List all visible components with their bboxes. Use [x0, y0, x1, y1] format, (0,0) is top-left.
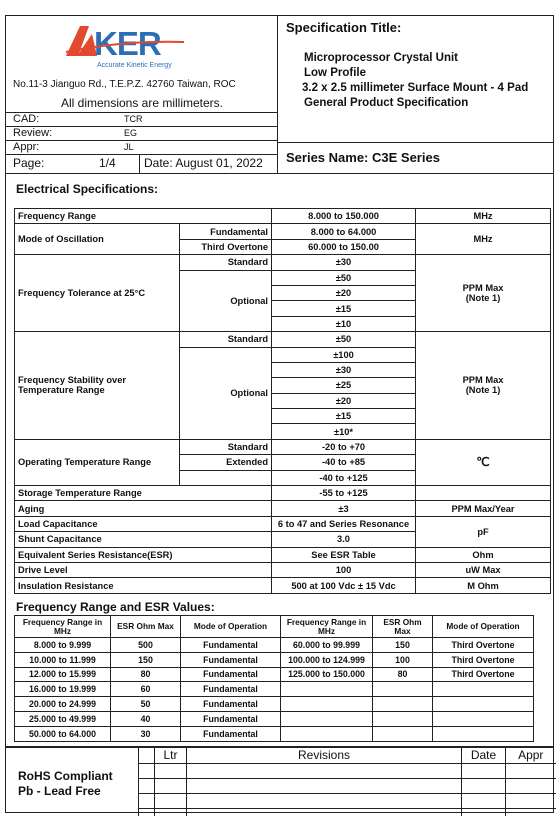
table-cell: Fundamental [181, 726, 281, 741]
table-cell [506, 793, 556, 808]
appr-row [6, 140, 278, 154]
spec-label: Storage Temperature Range [15, 486, 272, 501]
table-cell: 30 [111, 726, 181, 741]
table-cell [139, 808, 155, 816]
column-header: Revisions [187, 748, 462, 763]
table-cell [506, 778, 556, 793]
table-cell [462, 808, 506, 816]
spec-sublabel: Standard [180, 439, 272, 454]
spec-value: 100 [272, 562, 416, 577]
table-row [15, 638, 534, 653]
spec-value: -40 to +85 [272, 455, 416, 470]
table-row [15, 726, 534, 741]
spec-value: ±10* [272, 424, 416, 439]
spec-value: -55 to +125 [272, 486, 416, 501]
table-row [15, 255, 551, 270]
spec-label: Operating Temperature Range [15, 439, 180, 485]
table-row [15, 332, 551, 347]
table-cell: 80 [373, 667, 433, 682]
label-line: Frequency Stability over [18, 375, 126, 386]
spec-label: Equivalent Series Resistance(ESR) [15, 547, 272, 562]
spec-value: 8.000 to 150.000 [272, 209, 416, 224]
table-cell [155, 763, 187, 778]
table-cell: 60.000 to 99.999 [281, 638, 373, 653]
table-cell [155, 793, 187, 808]
label-line: Temperature Range [18, 385, 105, 396]
table-cell [155, 778, 187, 793]
spec-line: 3.2 x 2.5 millimeter Surface Mount - 4 Pad [302, 82, 529, 94]
table-cell: Fundamental [181, 667, 281, 682]
table-cell [281, 726, 373, 741]
table-row [15, 652, 534, 667]
company-address: No.11-3 Jianguo Rd., T.E.P.Z. 42760 Taiwan, ROC [13, 79, 236, 90]
table-cell: 50.000 to 64.000 [15, 726, 111, 741]
rohs-line: Pb - Lead Free [18, 784, 101, 798]
spec-sublabel: Fundamental [180, 224, 272, 239]
table-cell: 12.000 to 15.999 [15, 667, 111, 682]
spec-sublabel: Extended [180, 455, 272, 470]
table-cell: 10.000 to 11.999 [15, 652, 111, 667]
table-cell [187, 793, 462, 808]
table-cell [433, 697, 534, 712]
spec-label: Mode of Oscillation [15, 224, 180, 255]
spec-sheet [5, 15, 554, 813]
spec-value: ±50 [272, 270, 416, 285]
spec-sublabel-empty [180, 470, 272, 485]
table-row [15, 209, 551, 224]
table-cell [462, 778, 506, 793]
table-cell: 150 [111, 652, 181, 667]
spec-unit: MHz [416, 224, 551, 255]
column-header: ESR Ohm Max [373, 616, 433, 638]
spec-line: Low Profile [304, 67, 366, 79]
table-cell [373, 711, 433, 726]
spec-value: ±20 [272, 393, 416, 408]
series-box [278, 142, 553, 173]
dimensions-note: All dimensions are millimeters. [60, 96, 224, 110]
spec-title-label: Specification Title: [286, 20, 402, 35]
unit-text: PPM Max [462, 375, 504, 386]
aker-logo [64, 22, 204, 72]
table-cell [139, 778, 155, 793]
table-cell: Third Overtone [433, 638, 534, 653]
spec-value: 6 to 47 and Series Resonance [272, 516, 416, 531]
table-cell [187, 763, 462, 778]
page-row [6, 154, 278, 173]
column-header: Ltr [155, 748, 187, 763]
table-cell [155, 808, 187, 816]
spec-sublabel: Standard [180, 255, 272, 270]
svg-text:KER: KER [94, 25, 161, 62]
spec-unit: PPM Max/Year [416, 501, 551, 516]
table-cell [187, 778, 462, 793]
table-cell: 8.000 to 9.999 [15, 638, 111, 653]
table-cell [373, 682, 433, 697]
table-cell: 150 [373, 638, 433, 653]
series-name: Series Name: C3E Series [286, 150, 440, 165]
spec-sublabel: Optional [180, 347, 272, 439]
cad-value: TCR [124, 114, 143, 124]
table-cell [139, 748, 155, 763]
spec-line: General Product Specification [304, 97, 469, 109]
table-cell [187, 808, 462, 816]
column-header: Frequency Range in MHz [281, 616, 373, 638]
electrical-section-title: Electrical Specifications: [16, 182, 159, 196]
table-cell: 25.000 to 49.999 [15, 711, 111, 726]
spec-value: ±3 [272, 501, 416, 516]
header-right-block [278, 16, 553, 173]
spec-value: See ESR Table [272, 547, 416, 562]
spec-label: Shunt Capacitance [15, 532, 272, 547]
page-value: 1/4 [99, 156, 116, 170]
table-row [139, 778, 556, 793]
spec-value: ±30 [272, 255, 416, 270]
column-header: Mode of Operation [181, 616, 281, 638]
spec-label: Insulation Resistance [15, 578, 272, 593]
table-cell: Fundamental [181, 638, 281, 653]
spec-line: Microprocessor Crystal Unit [304, 52, 459, 64]
table-cell: 16.000 to 19.999 [15, 682, 111, 697]
spec-value: ±25 [272, 378, 416, 393]
spec-label: Frequency Range [15, 209, 272, 224]
note-text: (Note 1) [465, 293, 501, 304]
table-cell [433, 711, 534, 726]
spec-label [15, 332, 180, 440]
revisions-table [138, 748, 556, 816]
table-cell [139, 763, 155, 778]
spec-value: 8.000 to 64.000 [272, 224, 416, 239]
column-header: ESR Ohm Max [111, 616, 181, 638]
review-label: Review: [13, 127, 53, 139]
table-cell: 60 [111, 682, 181, 697]
spec-value: 500 at 100 Vdc ± 15 Vdc [272, 578, 416, 593]
table-cell: Third Overtone [433, 667, 534, 682]
table-cell [462, 763, 506, 778]
page-separator [139, 155, 140, 173]
table-cell [462, 793, 506, 808]
table-row [15, 501, 551, 516]
spec-value: ±20 [272, 285, 416, 300]
table-row [15, 667, 534, 682]
table-cell: 40 [111, 711, 181, 726]
spec-sublabel: Third Overtone [180, 239, 272, 254]
table-cell: Fundamental [181, 682, 281, 697]
table-cell: Fundamental [181, 652, 281, 667]
spec-unit: uW Max [416, 562, 551, 577]
table-cell: 100.000 to 124.999 [281, 652, 373, 667]
table-cell: 80 [111, 667, 181, 682]
table-cell: Third Overtone [433, 652, 534, 667]
spec-value: ±100 [272, 347, 416, 362]
table-cell: 125.000 to 150.000 [281, 667, 373, 682]
appr-label: Appr: [13, 141, 40, 153]
table-cell [433, 682, 534, 697]
spec-value: ±50 [272, 332, 416, 347]
header-rule [6, 173, 553, 174]
spec-unit [416, 332, 551, 440]
spec-value: -40 to +125 [272, 470, 416, 485]
spec-value: 3.0 [272, 532, 416, 547]
table-row [15, 486, 551, 501]
note-text: (Note 1) [465, 385, 501, 396]
table-row [15, 562, 551, 577]
electrical-spec-table [14, 208, 551, 594]
review-row [6, 126, 278, 140]
table-cell [281, 682, 373, 697]
table-cell [373, 726, 433, 741]
unit-text: PPM Max [462, 283, 504, 294]
table-row [139, 763, 556, 778]
footer-block [6, 746, 553, 812]
table-cell: 50 [111, 697, 181, 712]
table-row [15, 682, 534, 697]
table-cell [281, 711, 373, 726]
spec-value: ±10 [272, 316, 416, 331]
cad-row [6, 112, 278, 126]
spec-unit: pF [416, 516, 551, 547]
spec-unit: MHz [416, 209, 551, 224]
table-cell: 100 [373, 652, 433, 667]
svg-text:Accurate Kinetic Energy: Accurate Kinetic Energy [97, 62, 172, 69]
review-value: EG [124, 128, 138, 138]
table-row [139, 808, 556, 816]
table-cell [139, 793, 155, 808]
table-header-row [139, 748, 556, 763]
spec-value: ±30 [272, 362, 416, 377]
table-cell [506, 763, 556, 778]
column-header: Mode of Operation [433, 616, 534, 638]
table-cell [433, 726, 534, 741]
spec-unit: M Ohm [416, 578, 551, 593]
table-row [15, 578, 551, 593]
spec-label: Frequency Tolerance at 25°C [15, 255, 180, 332]
table-cell: 500 [111, 638, 181, 653]
spec-label: Drive Level [15, 562, 272, 577]
table-cell: Fundamental [181, 711, 281, 726]
esr-table [14, 615, 534, 742]
table-row [15, 697, 534, 712]
header-left-block [6, 16, 278, 173]
table-header-row [15, 616, 534, 638]
cad-label: CAD: [13, 113, 40, 125]
table-row [15, 547, 551, 562]
spec-value: -20 to +70 [272, 439, 416, 454]
column-header: Frequency Range in MHz [15, 616, 111, 638]
spec-value: 60.000 to 150.00 [272, 239, 416, 254]
spec-sublabel: Optional [180, 270, 272, 332]
table-cell [506, 808, 556, 816]
spec-sublabel: Standard [180, 332, 272, 347]
table-row [139, 793, 556, 808]
table-cell: 20.000 to 24.999 [15, 697, 111, 712]
date-text: Date: August 01, 2022 [144, 156, 263, 170]
spec-value: ±15 [272, 301, 416, 316]
spec-label: Load Capacitance [15, 516, 272, 531]
table-row [15, 711, 534, 726]
table-row [15, 516, 551, 531]
spec-value: ±15 [272, 409, 416, 424]
table-cell [373, 697, 433, 712]
appr-value: JL [124, 142, 134, 152]
table-row [15, 439, 551, 454]
spec-unit: ℃ [416, 439, 551, 485]
spec-unit: Ohm [416, 547, 551, 562]
rohs-line: RoHS Compliant [18, 769, 113, 783]
spec-unit-empty [416, 486, 551, 501]
spec-label: Aging [15, 501, 272, 516]
column-header: Appr [506, 748, 556, 763]
table-cell: Fundamental [181, 697, 281, 712]
table-cell [281, 697, 373, 712]
table-row [15, 224, 551, 239]
esr-section-title: Frequency Range and ESR Values: [16, 600, 215, 614]
spec-unit [416, 255, 551, 332]
page-label: Page: [13, 156, 45, 170]
column-header: Date [462, 748, 506, 763]
